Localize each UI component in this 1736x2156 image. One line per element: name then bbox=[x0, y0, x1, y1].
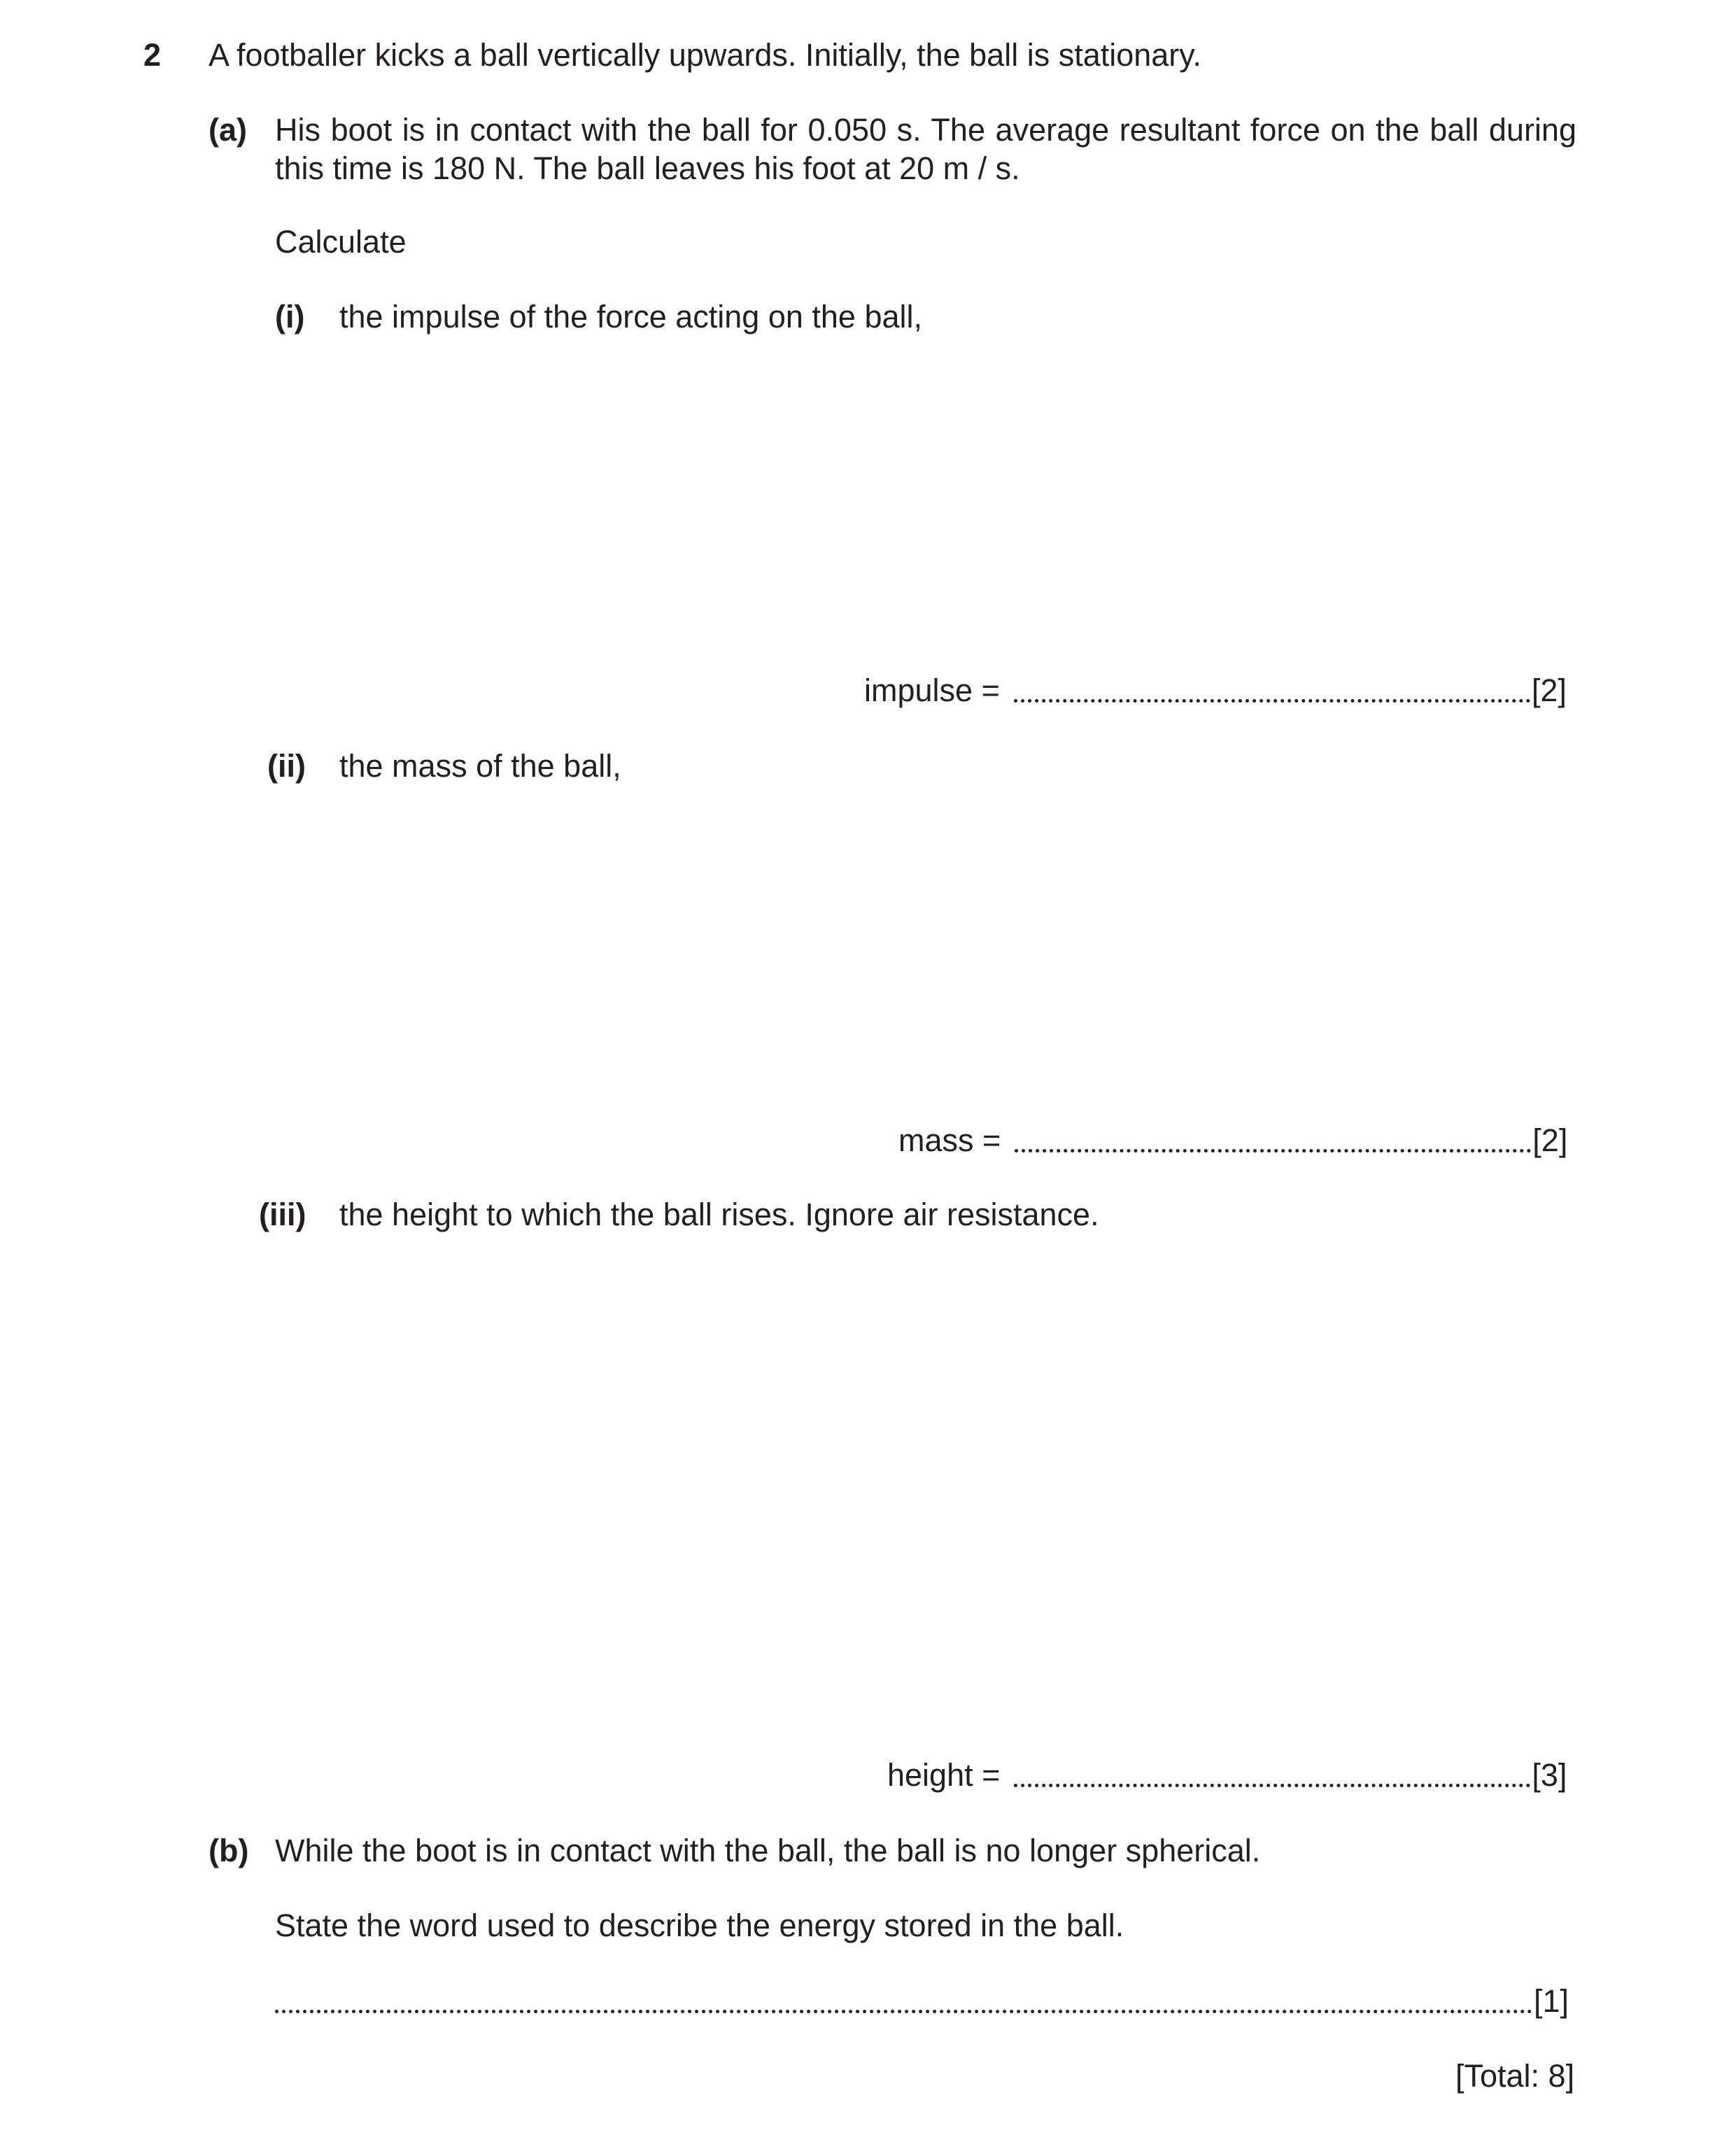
energy-answer-line bbox=[275, 1985, 1569, 2017]
height-answer-line bbox=[887, 1759, 1567, 1791]
mass-marks: [2] bbox=[1532, 1122, 1568, 1158]
part-a-instruction: Calculate bbox=[275, 224, 407, 260]
part-a-iii-label: (iii) bbox=[259, 1197, 306, 1232]
energy-answer-field[interactable] bbox=[275, 2010, 1532, 2013]
part-a-text: His boot is in contact with the ball for 0.050 s. The average resultant force on the ball during this time is 180 N. The ball leaves his foot at 20 m / s. bbox=[275, 112, 1576, 186]
part-a-ii-text: the mass of the ball, bbox=[339, 748, 621, 784]
part-b-text: While the boot is in contact with the ball, the ball is no longer spherical. bbox=[275, 1833, 1261, 1868]
part-a-ii-label: (ii) bbox=[267, 748, 306, 784]
question-stem: A footballer kicks a ball vertically upwards. Initially, the ball is stationary. bbox=[209, 37, 1201, 73]
mass-answer-label: mass = bbox=[898, 1122, 1001, 1158]
question-number: 2 bbox=[143, 37, 162, 73]
energy-marks: [1] bbox=[1534, 1983, 1569, 2019]
part-a-i-text: the impulse of the force acting on the ball, bbox=[339, 299, 923, 334]
impulse-marks: [2] bbox=[1531, 672, 1567, 708]
part-a-i-label: (i) bbox=[275, 299, 305, 334]
mass-answer-field[interactable] bbox=[1015, 1149, 1531, 1153]
height-marks: [3] bbox=[1532, 1757, 1567, 1793]
part-a-label: (a) bbox=[209, 112, 247, 148]
height-answer-field[interactable] bbox=[1014, 1784, 1530, 1787]
part-b-label: (b) bbox=[209, 1833, 249, 1868]
mass-answer-line bbox=[898, 1122, 1568, 1158]
impulse-answer-label: impulse = bbox=[864, 672, 1000, 708]
impulse-answer-field[interactable] bbox=[1014, 699, 1530, 703]
total-marks: [Total: 8] bbox=[1455, 2058, 1575, 2094]
part-b-instruction: State the word used to describe the energy stored in the ball. bbox=[275, 1908, 1124, 1943]
height-answer-label: height = bbox=[887, 1757, 1001, 1793]
impulse-answer-line bbox=[864, 672, 1567, 708]
part-a-iii-text: the height to which the ball rises. Ignore air resistance. bbox=[339, 1197, 1099, 1232]
